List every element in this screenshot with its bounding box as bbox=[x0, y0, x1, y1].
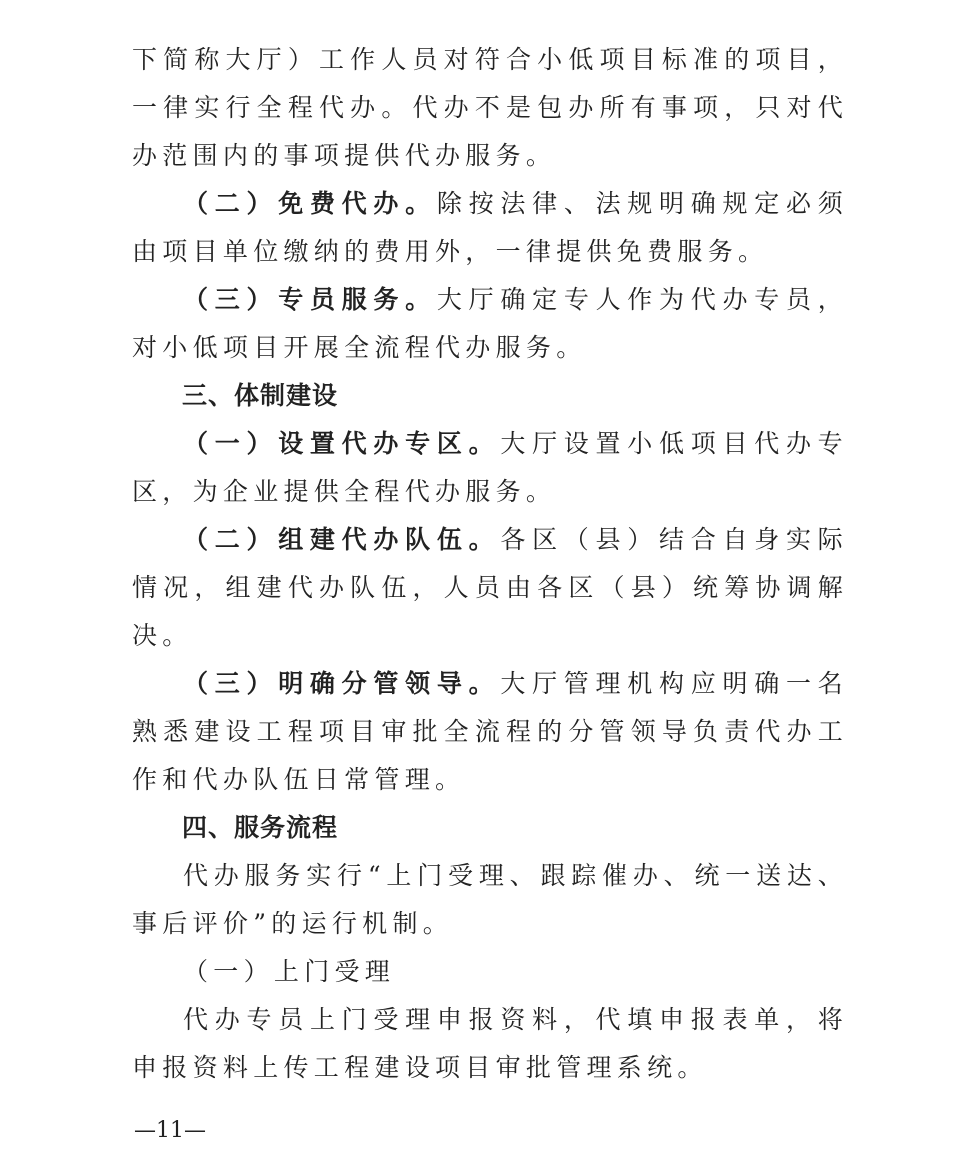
paragraph-mechanism bbox=[132, 852, 848, 948]
paragraph-text: （一）上门受理 bbox=[183, 957, 396, 986]
paragraph-onsite-detail bbox=[132, 996, 848, 1092]
paragraph-text: 下简称大厅）工作人员对符合小低项目标准的项目，一律实行全程代办。代办不是包办所有事项，只对代办范围内的事项提供代办服务。 bbox=[132, 45, 848, 170]
document-body bbox=[132, 36, 848, 1092]
paragraph-dedicated-staff bbox=[132, 276, 848, 372]
paragraph-text: 代办专员上门受理申报资料，代填申报表单，将申报资料上传工程建设项目审批管理系统。 bbox=[132, 1005, 848, 1082]
paragraph-intro bbox=[132, 36, 848, 180]
paragraph-text: 各区（县）结合自身实际情况，组建代办队伍，人员由各区（县）统筹协调解决。 bbox=[132, 525, 848, 650]
section-heading-process: 四、服务流程 bbox=[182, 813, 339, 842]
paragraph-text: 大厅管理机构应明确一名熟悉建设工程项目审批全流程的分管领导负责代办工作和代办队伍日常管理。 bbox=[132, 669, 848, 794]
paragraph-text: 除按法律、法规明确规定必须由项目单位缴纳的费用外，一律提供免费服务。 bbox=[132, 189, 849, 266]
paragraph-lead: （一）设置代办专区。 bbox=[183, 429, 501, 458]
paragraph-free-service bbox=[132, 180, 848, 276]
page-number: —11— bbox=[134, 1118, 206, 1143]
paragraph-team bbox=[132, 516, 848, 660]
section-heading-system: 三、体制建设 bbox=[182, 381, 339, 410]
paragraph-lead: （二）免费代办。 bbox=[183, 189, 437, 218]
paragraph-lead: （二）组建代办队伍。 bbox=[183, 525, 501, 554]
paragraph-leadership bbox=[132, 660, 848, 804]
subheading-onsite-acceptance bbox=[132, 948, 848, 996]
paragraph-lead: （三）专员服务。 bbox=[183, 285, 437, 314]
paragraph-lead: （三）明确分管领导。 bbox=[183, 669, 501, 698]
paragraph-service-zone bbox=[132, 420, 848, 516]
paragraph-text: 大厅设置小低项目代办专区，为企业提供全程代办服务。 bbox=[132, 429, 848, 506]
paragraph-text: 大厅确定专人作为代办专员，对小低项目开展全流程代办服务。 bbox=[132, 285, 849, 362]
paragraph-text: 代办服务实行“上门受理、跟踪催办、统一送达、事后评价”的运行机制。 bbox=[132, 861, 848, 938]
